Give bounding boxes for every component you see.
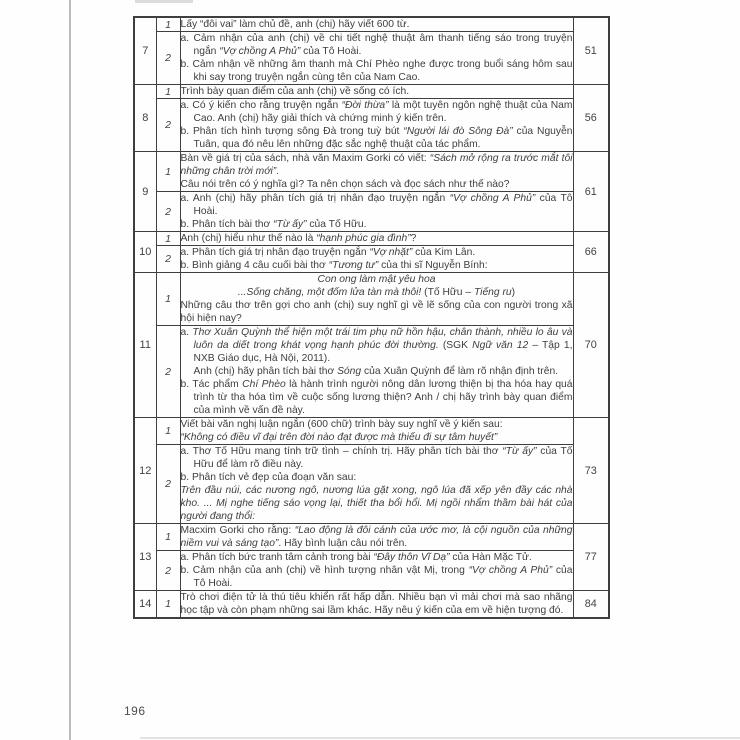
question-content-cell <box>180 326 573 418</box>
questions-table-body <box>134 17 609 618</box>
questions-table <box>133 16 610 619</box>
question-content-cell <box>180 99 573 152</box>
sub-number-cell: 2 <box>156 246 180 273</box>
question-text: Câu nói trên có ý nghĩa gì? Ta nên chọn sách và đọc sách như thế nào? <box>180 179 510 190</box>
question-content-cell <box>180 445 573 524</box>
question-text: b. Phân tích vẻ đẹp của đoạn văn sau: <box>180 472 357 483</box>
question-content-cell <box>180 273 573 326</box>
question-text: b. Cảm nhận của anh (chị) về hình tượng nhân vật Mị, trong “Vợ chồng A Phủ” của Tô Hoài. <box>180 565 573 589</box>
question-number-cell: 8 <box>134 85 156 152</box>
table-row <box>134 152 609 192</box>
question-content-cell <box>180 591 573 619</box>
question-text: Trên đầu núi, các nương ngô, nương lúa gặt xong, ngô lúa đã xếp yên đầy các nhà kho. ... Mị nghe tiếng sáo vọng lại, thiết tha bổi hổi. Mị ngồi nhẩm thầm bài hát của người đang thổi: <box>180 485 573 522</box>
question-number-cell: 9 <box>134 152 156 232</box>
question-text: a. Anh (chị) hãy phân tích giá trị nhân đạo truyện ngắn “Vợ chồng A Phủ” của Tô Hoài. <box>180 193 573 217</box>
sub-number-cell: 1 <box>156 273 180 326</box>
table-row <box>134 591 609 619</box>
table-row <box>134 192 609 232</box>
question-text: a. Phân tích bức tranh tâm cảnh trong bài “Đây thôn Vĩ Dạ” của Hàn Mặc Tử. <box>180 552 532 563</box>
sub-number-cell: 2 <box>156 192 180 232</box>
sub-number-cell: 2 <box>156 551 180 591</box>
question-text: a. Phân tích giá trị nhân đạo truyện ngắn “Vợ nhặt” của Kim Lân. <box>180 247 476 258</box>
question-content-cell <box>180 17 573 32</box>
question-number-cell: 12 <box>134 418 156 524</box>
page-number-cell: 56 <box>573 85 609 152</box>
question-text: Con ong làm mật yêu hoa <box>317 274 436 285</box>
question-text: a. Thơ Xuân Quỳnh thể hiện một trái tim phụ nữ hồn hậu, chân thành, nhiều lo âu và luôn da diết trong khát vọng hạnh phúc đời thường. (SGK Ngữ văn 12 – Tập 1, NXB Giáo dục, Hà Nội, 2011). <box>180 327 573 364</box>
sub-number-cell: 1 <box>156 85 180 99</box>
question-number-cell: 13 <box>134 524 156 591</box>
table-row <box>134 85 609 99</box>
question-content-cell <box>180 551 573 591</box>
question-text: b. Cảm nhận về những âm thanh mà Chí Phèo nghe được trong buổi sáng hôm sau khi say trong truyện ngắn cùng tên của Nam Cao. <box>180 59 573 83</box>
page-number-cell: 70 <box>573 273 609 418</box>
question-text: Trò chơi điện tử là thú tiêu khiển rất hấp dẫn. Nhiều bạn vì mải chơi mà sao nhãng học tập và còn phạm những sai lầm khác. Hãy nêu ý kiến của em về hiện tượng đó. <box>180 592 573 616</box>
sub-number-cell: 2 <box>156 326 180 418</box>
question-text: a. Có ý kiến cho rằng truyện ngắn “Đời thừa” là một tuyên ngôn nghệ thuật của Nam Cao. Anh (chị) hãy giải thích và chứng minh ý kiến trên. <box>180 100 573 124</box>
page-edge-line <box>69 0 71 740</box>
question-number-cell: 10 <box>134 232 156 273</box>
sub-number-cell: 1 <box>156 418 180 445</box>
question-number-cell: 7 <box>134 17 156 85</box>
page-number-cell: 77 <box>573 524 609 591</box>
sub-number-cell: 2 <box>156 99 180 152</box>
question-number-cell: 14 <box>134 591 156 619</box>
question-text: Anh (chị) hãy phân tích bài thơ Sóng của Xuân Quỳnh để làm rõ nhận định trên. <box>193 366 559 377</box>
question-content-cell <box>180 32 573 85</box>
question-text: Trình bày quan điểm của anh (chị) về sống có ích. <box>180 86 410 97</box>
question-text: b. Phân tích hình tượng sông Đà trong tuỳ bút “Người lái đò Sông Đà” của Nguyễn Tuân, qua đó nêu lên những đặc sắc nghệ thuật của tác phẩm. <box>180 126 573 150</box>
table-row <box>134 418 609 445</box>
question-content-cell <box>180 524 573 551</box>
question-text: b. Phân tích bài thơ “Từ ấy” của Tố Hữu. <box>180 219 367 230</box>
question-text: Lấy “đôi vai” làm chủ đề, anh (chị) hãy viết 600 từ. <box>180 19 410 30</box>
page-number-cell: 61 <box>573 152 609 232</box>
sub-number-cell: 1 <box>156 591 180 619</box>
sub-number-cell: 1 <box>156 524 180 551</box>
question-number-cell: 11 <box>134 273 156 418</box>
question-text: Macxim Gorki cho rằng: “Lao động là đôi cánh của ước mơ, là cội nguồn của những niềm vui và sáng tạo”. Hãy bình luận câu nói trên. <box>180 525 573 549</box>
page-number-cell: 84 <box>573 591 609 619</box>
question-content-cell <box>180 418 573 445</box>
question-text: Anh (chị) hiểu như thế nào là “hạnh phúc gia đình”? <box>180 233 417 244</box>
page-number: 196 <box>124 704 146 718</box>
table-row <box>134 273 609 326</box>
question-content-cell <box>180 85 573 99</box>
page-edge-top <box>135 0 193 3</box>
question-text: a. Cảm nhận của anh (chị) về chi tiết nghệ thuật âm thanh tiếng sáo trong truyện ngắn “Vợ chồng A Phủ” của Tô Hoài. <box>180 33 573 57</box>
table-row <box>134 326 609 418</box>
question-text: “Không có điều vĩ đại trên đời nào đạt được mà thiếu đi sự tâm huyết” <box>180 432 498 443</box>
question-content-cell <box>180 192 573 232</box>
question-text: ...Sống chăng, một đốm lửa tàn mà thôi! (Tố Hữu – Tiếng ru) <box>237 287 516 298</box>
question-text: b. Bình giảng 4 câu cuối bài thơ “Tương tư” của thi sĩ Nguyễn Bính: <box>180 260 488 271</box>
table-row <box>134 99 609 152</box>
question-content-cell <box>180 232 573 246</box>
table-row <box>134 232 609 246</box>
table-row <box>134 524 609 551</box>
page-number-cell: 51 <box>573 17 609 85</box>
table-row <box>134 32 609 85</box>
question-text: a. Thơ Tố Hữu mang tính trữ tình – chính trị. Hãy phân tích bài thơ “Từ ấy” của Tố Hữu để làm rõ điều này. <box>180 446 573 470</box>
exam-questions-table <box>133 16 608 619</box>
page-edge-bottom <box>140 737 740 739</box>
sub-number-cell: 1 <box>156 152 180 192</box>
sub-number-cell: 2 <box>156 32 180 85</box>
sub-number-cell: 1 <box>156 17 180 32</box>
page-number-cell: 73 <box>573 418 609 524</box>
page-number-cell: 66 <box>573 232 609 273</box>
sub-number-cell: 2 <box>156 445 180 524</box>
question-content-cell <box>180 246 573 273</box>
table-row <box>134 445 609 524</box>
question-text: Viết bài văn nghị luận ngắn (600 chữ) trình bày suy nghĩ về ý kiến sau: <box>180 419 503 430</box>
table-row <box>134 551 609 591</box>
question-text: Những câu thơ trên gợi cho anh (chị) suy nghĩ gì về lẽ sống của con người trong xã hội hiện nay? <box>180 300 573 324</box>
question-text: Bàn về giá trị của sách, nhà văn Maxim Gorki có viết: “Sách mở rộng ra trước mắt tôi những chân trời mới”. <box>180 153 573 177</box>
sub-number-cell: 1 <box>156 232 180 246</box>
question-content-cell <box>180 152 573 192</box>
table-row <box>134 246 609 273</box>
table-row <box>134 17 609 32</box>
question-text: b. Tác phẩm Chí Phèo là hành trình người nông dân lương thiện bị tha hóa hay quá trình từ tha hóa tìm về cuộc sống lương thiện? Anh / chị hãy trình bày quan điểm của mình về vấn đề này. <box>180 379 573 416</box>
